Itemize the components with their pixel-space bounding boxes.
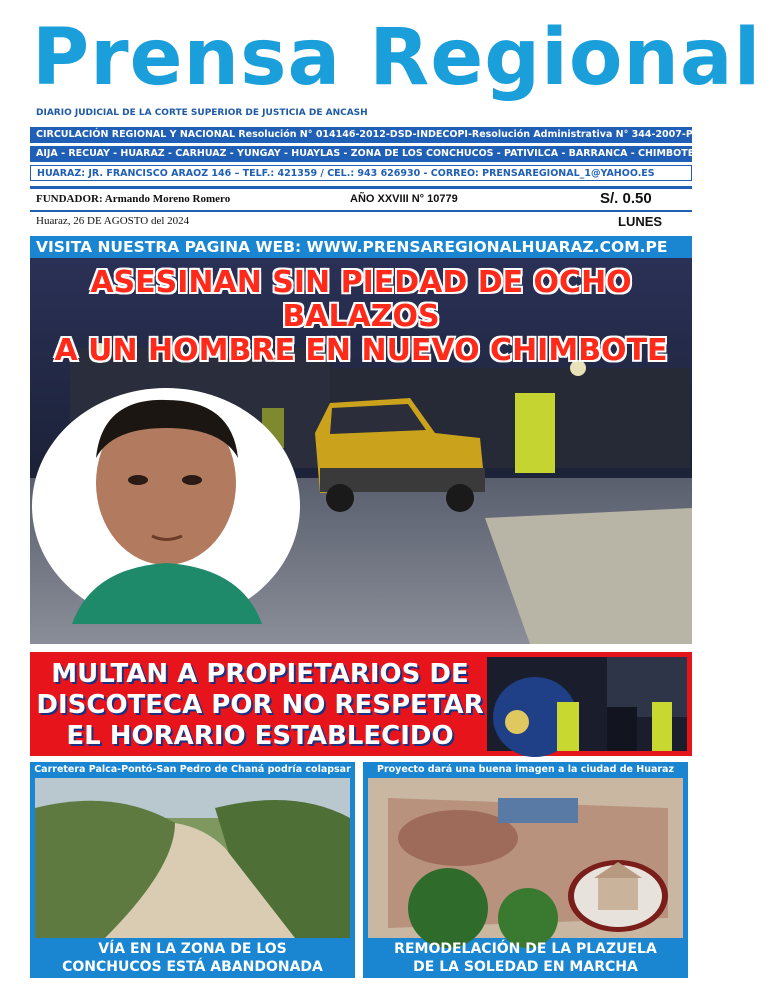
website-banner[interactable]: VISITA NUESTRA PAGINA WEB: WWW.PRENSAREGIONALHUARAZ.COM.PE [30,236,692,258]
date: Huaraz, 26 DE AGOSTO del 2024 [36,215,190,227]
second-headline-line: EL HORARIO ESTABLECIDO [66,721,454,751]
second-headline-line: MULTAN A PROPIETARIOS DE [51,659,469,689]
right-panel-title-line: REMODELACIÓN DE LA PLAZUELA [394,941,657,957]
second-headline-line: DISCOTECA POR NO RESPETAR [36,690,484,720]
second-headline [36,659,484,752]
right-panel-caption: Proyecto dará una buena imagen a la ciudad de Huaraz [376,764,674,775]
circulation-bar: CIRCULACIÓN REGIONAL Y NACIONAL Resolución N° 014146-2012-DSD-INDECOPI-Resolución Administrativa N° 344-2007-P-CSJAN/PJ [30,127,692,143]
tagline: DIARIO JUDICIAL DE LA CORTE SUPERIOR DE JUSTICIA DE ANCASH [36,108,368,118]
left-panel-title-line: CONCHUCOS ESTÁ ABANDONADA [62,959,323,975]
victim-portrait [32,388,300,624]
main-headline [30,266,692,368]
plaza-render [368,778,683,938]
main-headline-line: A UN HOMBRE EN NUEVO CHIMBOTE [54,333,668,368]
divider [30,210,692,212]
left-panel-title [30,940,355,976]
issue-number: AÑO XXVIII N° 10779 [350,193,458,205]
left-panel-title-line: VÍA EN LA ZONA DE LOS [98,941,287,957]
left-panel-caption: Carretera Palca-Pontó-San Pedro de Chaná podría colapsar [34,764,351,775]
discotheque-photo [487,657,687,751]
newspaper-logo: Prensa Regional [32,13,762,103]
main-headline-line: ASESINAN SIN PIEDAD DE OCHO BALAZOS [90,265,632,334]
coverage-bar: AIJA - RECUAY - HUARAZ - CARHUAZ - YUNGAY - HUAYLAS - ZONA DE LOS CONCHUCOS - PATIVILCA - BARRANCA - CHIMBOTE - LIMA NORTE [30,146,692,162]
weekday: LUNES [618,214,663,229]
divider [30,186,692,189]
right-panel-title [363,940,688,976]
price: S/. 0.50 [600,190,652,207]
contact-bar: HUARAZ: JR. FRANCISCO ARAOZ 146 – TELF.: 421359 / CEL.: 943 626930 - CORREO: PRENSAREGIONAL_1@YAHOO.ES [30,165,692,181]
right-panel-title-line: DE LA SOLEDAD EN MARCHA [413,959,638,975]
founder-label: FUNDADOR: Armando Moreno Romero [36,193,231,205]
road-photo [35,778,350,938]
